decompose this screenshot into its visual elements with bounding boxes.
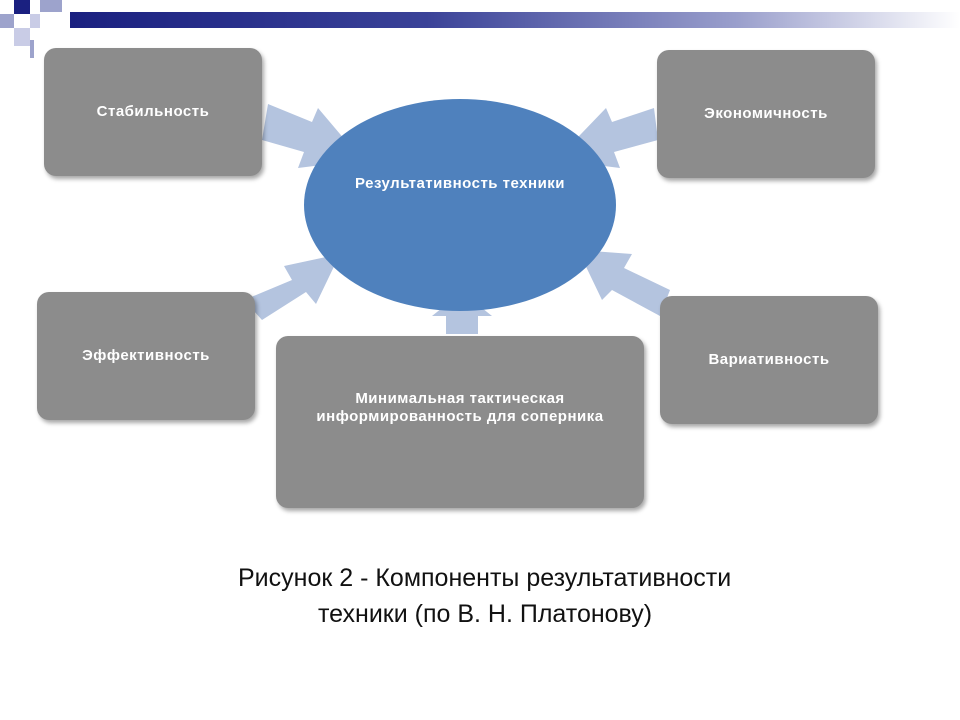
component-label: Эффективность [82,347,210,364]
component-label: Экономичность [704,105,828,122]
component-box-efficiency [37,292,255,420]
caption-line-1: Рисунок 2 - Компоненты результативности [238,564,732,592]
component-box-variability [660,296,878,424]
component-box-tactical [276,336,644,508]
center-label: Результативность техники [354,175,566,192]
component-label: Минимальная тактическая информированность для соперника [316,390,604,425]
figure-caption [230,560,890,633]
center-ellipse [304,99,616,311]
component-label: Стабильность [96,103,210,120]
component-box-economy [657,50,875,178]
arrow-efficiency [244,254,340,320]
caption-line-2: техники (по В. Н. Платонову) [318,600,653,629]
component-box-stability [44,48,262,176]
component-label: Вариативность [708,351,830,368]
